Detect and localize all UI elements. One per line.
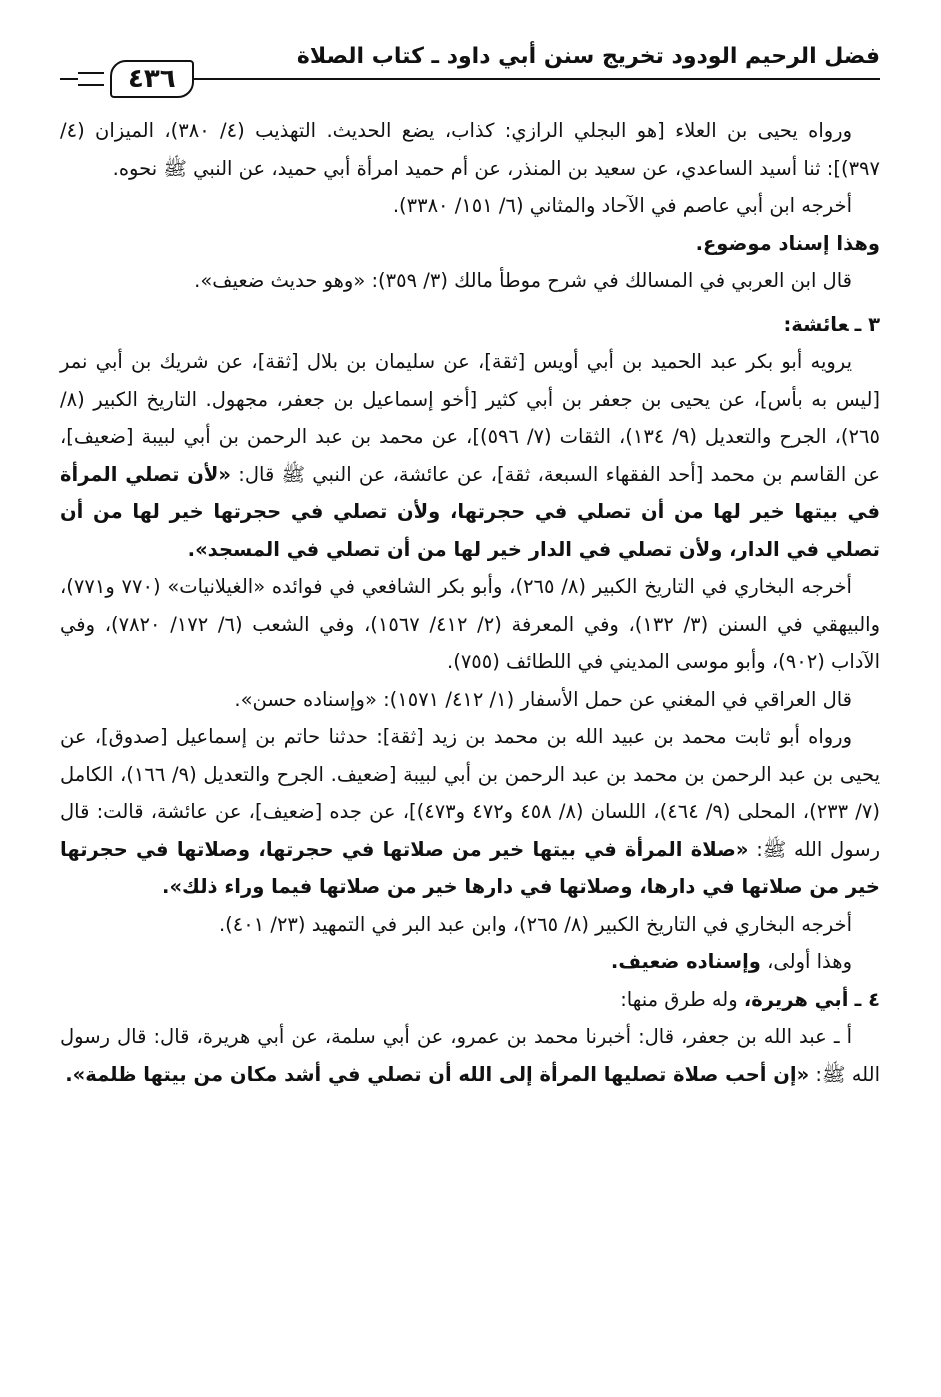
paragraph-text: وهذا أولى،: [760, 950, 852, 973]
paragraph: قال العراقي في المغني عن حمل الأسفار (١/ ٤١٢/ ١٥٧١): «وإسناده حسن».: [234, 687, 852, 711]
paragraph: أخرجه البخاري في التاريخ الكبير (٨/ ٢٦٥)، وأبو بكر الشافعي في فوائده «الغيلانيات» (٧٧٠ و٧٧١)، والبيهقي في السنن (٣/ ١٣٢)، وفي المعرفة (٢/ ٤١٢/ ١٥٦٧)، وفي الشعب (٦/ ١٧٢/ ٧٨٢٠)، وفي الآداب (٩٠٢)، وأبو موسى المديني في اللطائف (٧٥٥).: [60, 575, 881, 673]
paragraph-text: أ ـ عبد الله بن جعفر، قال: أخبرنا محمد بن عمرو، عن أبي سلمة، عن أبي هريرة، قال: قال رسول الله ﷺ:: [60, 1025, 880, 1086]
paragraph: وهذا إسناد موضوع.: [695, 231, 880, 255]
page-number: ٤٣٦: [110, 60, 194, 98]
section-title: أبي هريرة،: [743, 987, 849, 1011]
hadith-text: «لأن تصلي المرأة في بيتها خير لها من أن تصلي في حجرتها، ولأن تصلي في حجرتها خير لها من أن تصلي في الدار، ولأن تصلي في الدار خير لها من أن تصلي في المسجد».: [60, 462, 880, 561]
paragraph: ورواه يحيى بن العلاء [هو البجلي الرازي: كذاب، يضع الحديث. التهذيب (٤/ ٣٨٠)، الميزان (٤/ ٣٩٧)]: ثنا أسيد الساعدي، عن سعيد بن المنذر، عن أم حميد امرأة أبي حميد، عن النبي ﷺ نحوه.: [60, 119, 880, 180]
paragraph: [60, 718, 880, 906]
paragraph-text: ورواه أبو ثابت محمد بن عبيد الله بن محمد بن زيد [ثقة]: حدثنا حاتم بن إسماعيل [صدوق]، عن يحيى بن عبد الرحمن بن محمد بن عبد الرحمن بن أبي لبيبة [ضعيف. الجرح والتعديل (٩/ ١٦٦)، الكامل (٧/ ٢٣٣)، المحلى (٩/ ٤٦٤)، اللسان (٨/ ٤٥٨ و٤٧٢ و٤٧٣)]، عن جده [ضعيف]، عن عائشة، قالت: قال رسول الله ﷺ:: [60, 725, 880, 861]
paragraph-text: يرويه أبو بكر عبد الحميد بن أبي أويس [ثقة]، عن سليمان بن بلال [ثقة]، عن شريك بن أبي نمر [ليس به بأس]، عن يحيى بن جعفر بن أبي كثير [أخو إسماعيل بن جعفر، مجهول. التاريخ الكبير (٨/ ٢٦٥)، الجرح والتعديل (٩/ ١٣٤)، الثقات (٧/ ٥٩٦)]، عن محمد بن عبد الرحمن بن أبي لبيبة [ضعيف]، عن القاسم بن محمد [أحد الفقهاء السبعة، ثقة]، عن عائشة، عن النبي ﷺ قال:: [60, 350, 880, 486]
verdict-text: وإسناده ضعيف.: [610, 950, 761, 973]
section-number: ٤ ـ: [854, 987, 880, 1011]
section-number: ٣ ـ: [854, 312, 880, 336]
section-heading: [60, 306, 880, 344]
hadith-text: «صلاة المرأة في بيتها خير من صلاتها في حجرتها، وصلاتها في حجرتها خير من صلاتها في دارها، وصلاتها في دارها خير من صلاتها فيما وراء ذلك».: [60, 837, 880, 898]
section-heading: [60, 981, 880, 1019]
page-body: [60, 112, 880, 1093]
book-page: [60, 38, 880, 1378]
paragraph: [60, 343, 880, 568]
paragraph: أخرجه البخاري في التاريخ الكبير (٨/ ٢٦٥)، وابن عبد البر في التمهيد (٢٣/ ٤٠١).: [218, 912, 852, 936]
paragraph: [60, 1018, 880, 1093]
running-title: فضل الرحيم الودود تخريج سنن أبي داود ـ كتاب الصلاة: [296, 44, 880, 69]
hadith-text: «إن أحب صلاة تصليها المرأة إلى الله أن تصلي في أشد مكان من بيتها ظلمة».: [65, 1062, 810, 1086]
paragraph: أخرجه ابن أبي عاصم في الآحاد والمثاني (٦/ ١٥١/ ٣٣٨٠).: [392, 194, 852, 217]
paragraph: [60, 943, 880, 981]
ornament-lines: [78, 72, 104, 86]
section-note: وله طرق منها:: [620, 987, 744, 1011]
paragraph: قال ابن العربي في المسالك في شرح موطأ مالك (٣/ ٣٥٩): «وهو حديث ضعيف».: [194, 269, 852, 292]
page-header: [60, 38, 880, 98]
section-title: عائشة:: [783, 312, 849, 336]
page-number-ornament: [78, 60, 194, 98]
